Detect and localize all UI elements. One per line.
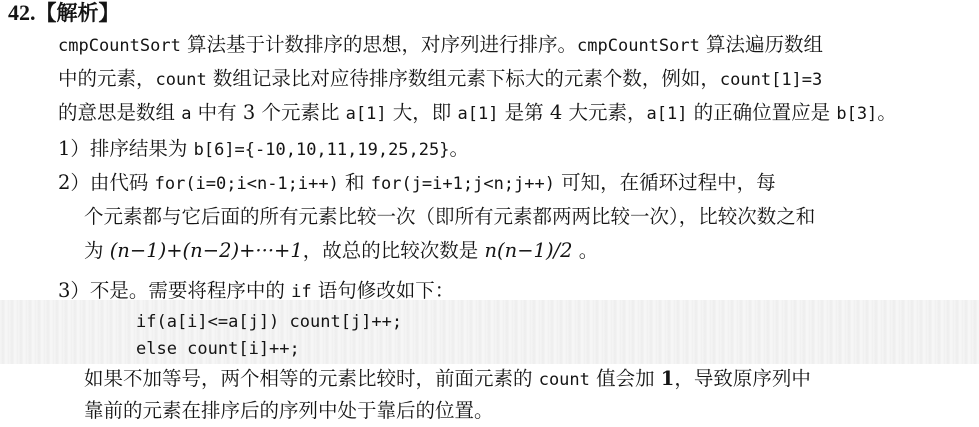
inline-code: a[1] (646, 104, 688, 124)
inline-code: a[1] (457, 104, 499, 124)
text-run: 是第 4 大元素， (498, 101, 647, 124)
item2-line1 (58, 168, 776, 199)
inline-code: if (291, 282, 312, 302)
text-run: 中有 3 个元素比 (191, 101, 346, 124)
bold-number: 1 (660, 367, 675, 390)
text-run: 2）由代码 (58, 171, 155, 194)
text-run: 3）不是。需要将程序中的 (58, 279, 292, 302)
text-run: 算法基于计数排序的思想，对序列进行排序。 (180, 33, 578, 56)
inline-code: a[1] (345, 104, 387, 124)
item3-line4 (84, 364, 811, 395)
text-run: ，故总的比较次数是 (302, 239, 485, 262)
inline-code: count[1]=3 (719, 70, 823, 90)
text-run: 为 (84, 239, 110, 262)
code-line-2: else count[i]++; (136, 339, 300, 359)
text-run: 。 (572, 239, 599, 262)
math-expression: (n−1)+(n−2)+···+1 (109, 239, 303, 262)
question-heading (8, 0, 120, 28)
para1-line2 (58, 64, 822, 95)
text-run: 中的元素， (58, 67, 156, 90)
text-run: 的正确位置应是 (687, 101, 837, 124)
item2-line2: 个元素都与它后面的所有元素比较一次（即所有元素都两两比较一次），比较次数之和 (84, 205, 816, 228)
code-line-1: if(a[i]<=a[j]) count[j]++; (136, 312, 403, 332)
text-run: 。 (449, 137, 469, 160)
inline-code: cmpCountSort (577, 36, 700, 56)
inline-code: for(j=i+1;j<n;j++) (370, 174, 555, 194)
inline-code: b[3] (836, 104, 878, 124)
item2-line3 (84, 236, 598, 266)
question-number: 42. (8, 0, 36, 25)
section-title: 【解析】 (35, 0, 120, 25)
inline-code: cmpCountSort (58, 36, 181, 56)
text-run: 和 (338, 171, 371, 194)
text-run: 值会加 (589, 367, 661, 390)
text-run: 如果不加等号，两个相等的元素比较时，前面元素的 (84, 367, 539, 390)
text-run: 可知，在循环过程中，每 (554, 171, 776, 194)
para1-line3 (58, 98, 897, 129)
inline-code: for(i=0;i<n-1;i++) (154, 174, 339, 194)
item3-line1 (58, 276, 454, 307)
para1-line1 (58, 30, 823, 61)
inline-code: a (181, 104, 192, 124)
text-run: 数组记录比对应待排序数组元素下标大的元素个数，例如， (206, 67, 720, 90)
text-run: 1）排序结果为 (58, 137, 194, 160)
text-run: 。 (877, 101, 897, 124)
text-run: 语句修改如下： (311, 279, 455, 302)
text-run: 算法遍历数组 (699, 33, 824, 56)
math-expression: n(n−1)/2 (484, 239, 573, 262)
text-run: 的意思是数组 (58, 101, 182, 124)
item1-line (58, 134, 469, 165)
inline-code: count (155, 70, 207, 90)
item3-line5: 靠前的元素在排序后的序列中处于靠后的位置。 (84, 399, 494, 422)
text-run: 大，即 (386, 101, 458, 124)
inline-code: b[6]={-10,10,11,19,25,25} (193, 140, 450, 160)
text-run: ，导致原序列中 (674, 367, 811, 390)
inline-code: count (538, 370, 590, 390)
